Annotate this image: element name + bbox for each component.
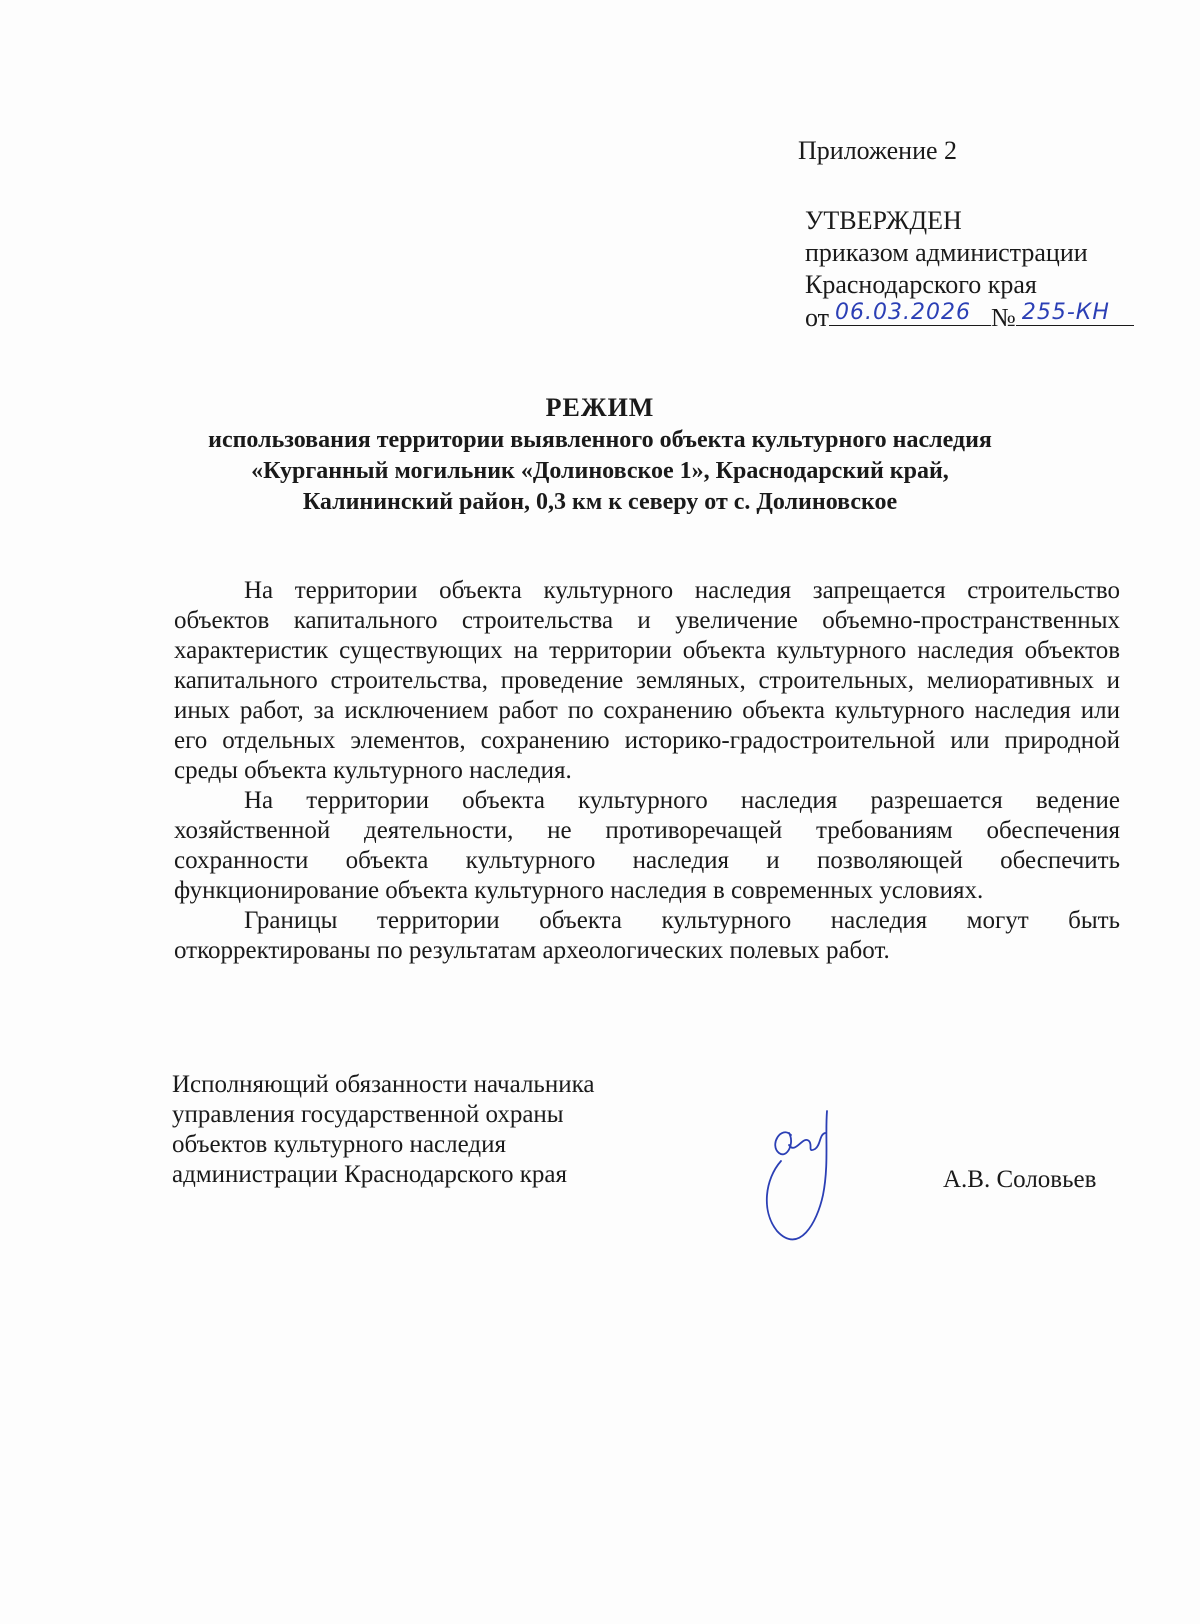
order-date-number	[805, 301, 1134, 333]
title-line-1: использования территории выявленного объекта культурного наследия	[208, 427, 992, 453]
approved-label: УТВЕРЖДЕН	[805, 206, 962, 235]
approved-by-line-1: приказом администрации	[805, 238, 1088, 267]
title-main: РЕЖИМ	[545, 393, 655, 422]
date-field	[829, 301, 991, 326]
signatory-position	[172, 1070, 594, 1190]
position-line-1: Исполняющий обязанности начальника	[172, 1071, 595, 1098]
title-line-3: Калининский район, 0,3 км к северу от с. Долиновское	[302, 489, 898, 515]
document-title	[150, 392, 1050, 518]
date-handwritten: 06.03.2026	[835, 300, 971, 325]
number-prefix: №	[991, 303, 1016, 332]
handwritten-signature	[755, 1105, 865, 1265]
position-line-2: управления государственной охраны	[172, 1101, 564, 1128]
document-body	[174, 576, 1120, 966]
title-line-2: «Курганный могильник «Долиновское 1», Краснодарский край,	[251, 458, 949, 484]
appendix-label: Приложение 2	[798, 136, 958, 165]
approval-stamp	[805, 205, 1134, 333]
approved-by-line-2: Краснодарского края	[805, 270, 1037, 299]
paragraph-2: На территории объекта культурного наследия разрешается ведение хозяйственной деятельности, не противоречащей требованиям обеспечения сохранности объекта культурного наследия и позволяющей обеспечить функционирование объекта культурного наследия в современных условиях.	[174, 787, 1120, 904]
number-handwritten: 255-КН	[1021, 300, 1110, 325]
signatory-name: А.В. Соловьев	[943, 1166, 1097, 1193]
number-field	[1016, 301, 1134, 326]
position-line-4: администрации Краснодарского края	[172, 1161, 568, 1188]
date-prefix: от	[805, 303, 830, 332]
paragraph-3: Границы территории объекта культурного наследия могут быть откорректированы по результатам археологических полевых работ.	[174, 907, 1120, 964]
paragraph-1: На территории объекта культурного наследия запрещается строительство объектов капитального строительства и увеличение объемно-пространственных характеристик существующих на территории объекта культурного наследия объектов капитального строительства, проведение земляных, строительных, мелиоративных и иных работ, за исключением работ по сохранению объекта культурного наследия или его отдельных элементов, сохранению историко-градостроительной или природной среды объекта культурного наследия.	[174, 577, 1120, 784]
position-line-3: объектов культурного наследия	[172, 1131, 506, 1158]
